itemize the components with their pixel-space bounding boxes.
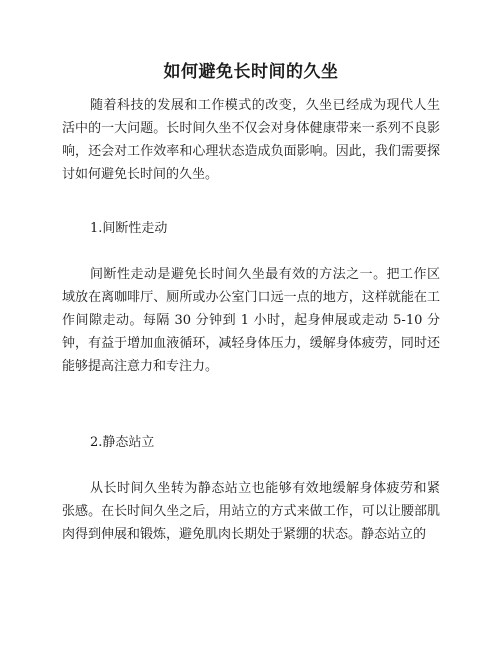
section-heading-2: 2.静态站立 xyxy=(90,435,155,450)
section-heading-1: 1.间断性走动 xyxy=(90,221,168,236)
section-body-1: 间断性走动是避免长时间久坐最有效的方法之一。把工作区域放在离咖啡厅、厕所或办公室门口远一点的地方，这样就能在工作间隙走动。每隔 30 分钟到 1 小时，起身伸展或走动 5-10 分钟，有益于增加血液循环，减轻身体压力，缓解身体疲劳，同时还能够提高注意力和专注力。 xyxy=(62,267,440,374)
document-title: 如何避免长时间的久坐 xyxy=(163,62,339,82)
section-body-2: 从长时间久坐转为静态站立也能够有效地缓解身体疲劳和紧张感。在长时间久坐之后，用站立的方式来做工作，可以让腰部肌肉得到伸展和锻炼，避免肌肉长期处于紧绷的状态。静态站立的 xyxy=(62,481,440,542)
intro-paragraph: 随着科技的发展和工作模式的改变，久坐已经成为现代人生活中的一大问题。长时间久坐不仅会对身体健康带来一系列不良影响，还会对工作效率和心理状态造成负面影响。因此，我们需要探讨如何避免长时间的久坐。 xyxy=(62,98,440,182)
